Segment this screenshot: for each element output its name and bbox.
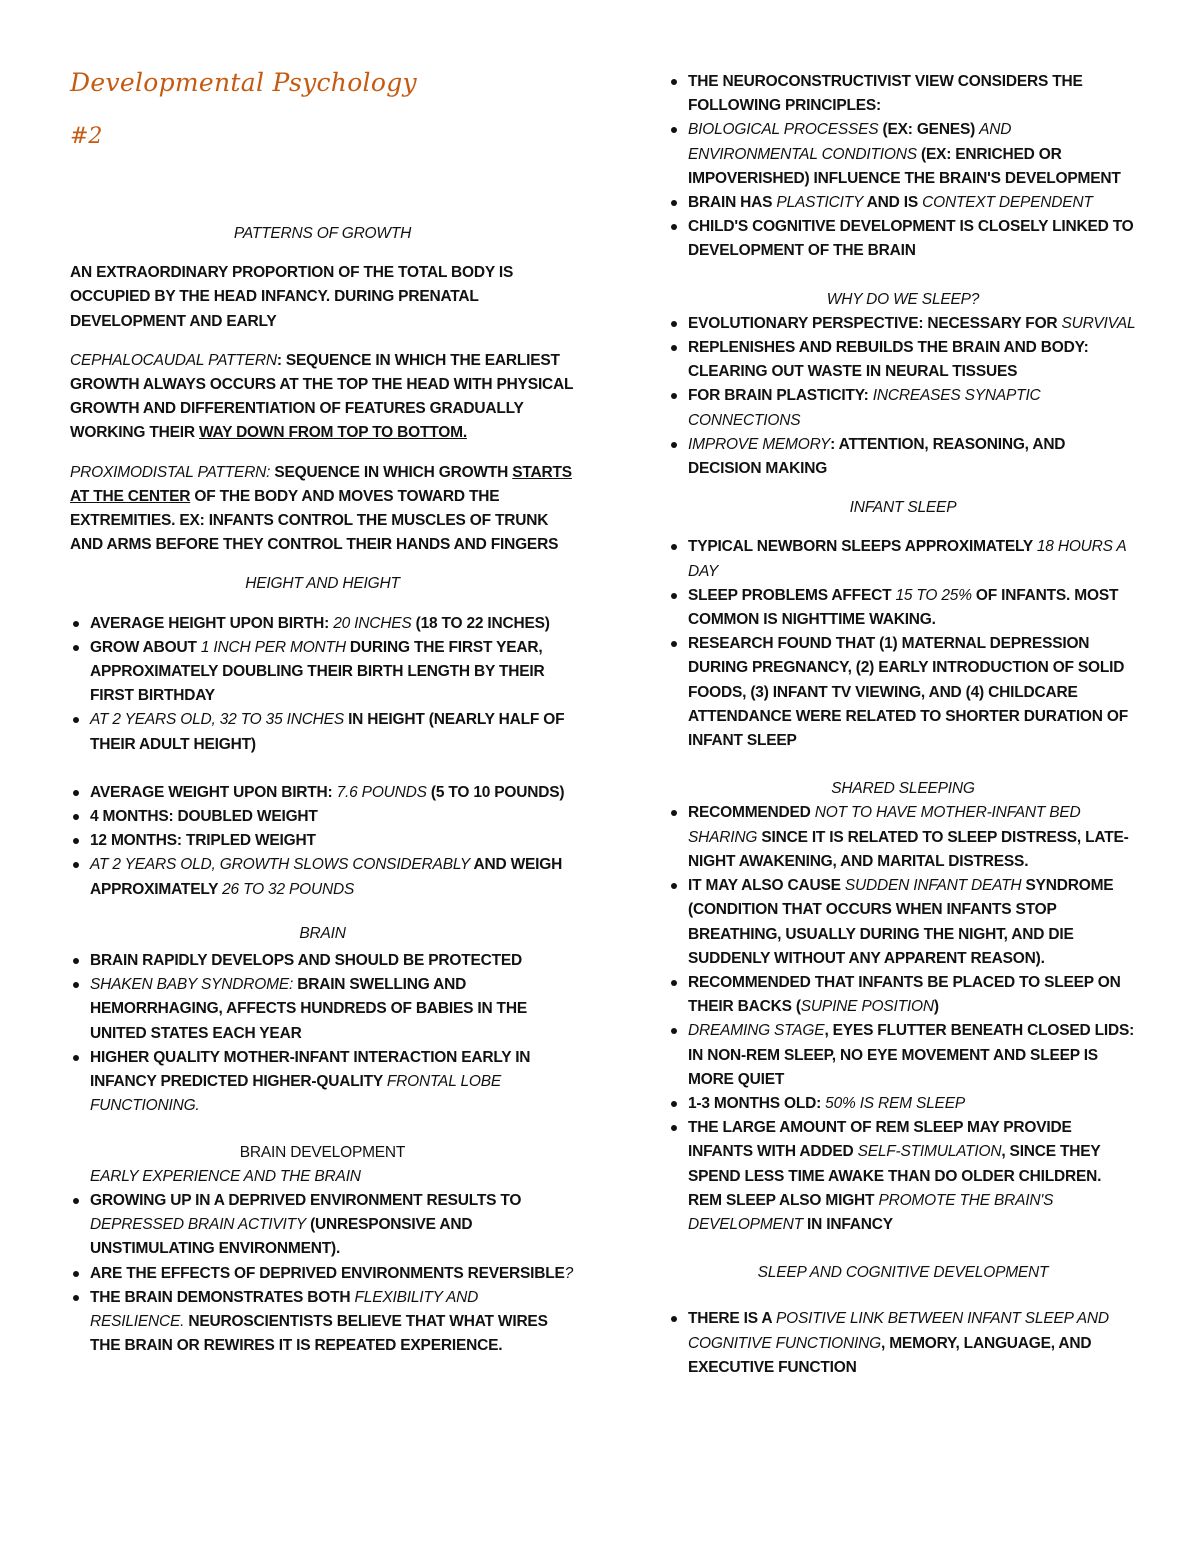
page-title: Developmental Psychology: [70, 68, 417, 97]
list-item: THE LARGE AMOUNT OF REM SLEEP MAY PROVIDE INFANTS WITH ADDED SELF-STIMULATION, SINCE THEY SPEND LESS TIME AWAKE THAN DO OLDER CHILDREN. REM SLEEP ALSO MIGHT PROMOTE THE BRAIN'S DEVELOPMENT IN INFANCY: [668, 1116, 1138, 1237]
list-item: 12 MONTHS: TRIPLED WEIGHT: [70, 829, 575, 853]
list-height: [70, 612, 575, 757]
list-item: SHAKEN BABY SYNDROME: BRAIN SWELLING AND HEMORRHAGING, AFFECTS HUNDREDS OF BABIES IN THE UNITED STATES EACH YEAR: [70, 973, 575, 1046]
list-item: BIOLOGICAL PROCESSES (EX: GENES) AND ENVIRONMENTAL CONDITIONS (EX: ENRICHED OR IMPOVERISHED) INFLUENCE THE BRAIN'S DEVELOPMENT: [668, 118, 1138, 191]
list-item: TYPICAL NEWBORN SLEEPS APPROXIMATELY 18 HOURS A DAY: [668, 535, 1138, 583]
list-item: IT MAY ALSO CAUSE SUDDEN INFANT DEATH SYNDROME (CONDITION THAT OCCURS WHEN INFANTS STOP BREATHING, USUALLY DURING THE NIGHT, AND DIE SUDDENLY WITHOUT ANY APPARENT REASON).: [668, 874, 1138, 971]
list-item: BRAIN RAPIDLY DEVELOPS AND SHOULD BE PROTECTED: [70, 949, 575, 973]
heading-brain: BRAIN: [299, 924, 346, 942]
list-item: SLEEP PROBLEMS AFFECT 15 TO 25% OF INFANTS. MOST COMMON IS NIGHTTIME WAKING.: [668, 584, 1138, 632]
list-item: 4 MONTHS: DOUBLED WEIGHT: [70, 805, 575, 829]
term-proximodistal: PROXIMODISTAL PATTERN:: [70, 463, 271, 481]
paragraph-cephalocaudal: [70, 349, 575, 446]
paragraph-proximodistal: [70, 461, 575, 558]
paragraph-intro: [70, 261, 575, 334]
list-item: GROW ABOUT 1 INCH PER MONTH DURING THE FIRST YEAR, APPROXIMATELY DOUBLING THEIR BIRTH LENGTH BY THEIR FIRST BIRTHDAY: [70, 636, 575, 709]
heading-patterns-of-growth: PATTERNS OF GROWTH: [233, 225, 412, 242]
list-item: RECOMMENDED THAT INFANTS BE PLACED TO SLEEP ON THEIR BACKS (SUPINE POSITION): [668, 971, 1138, 1019]
list-item: AVERAGE HEIGHT UPON BIRTH: 20 INCHES (18 TO 22 INCHES): [70, 612, 575, 636]
list-item: BRAIN HAS PLASTICITY AND IS CONTEXT DEPENDENT: [668, 191, 1138, 215]
heading-shared-sleeping: SHARED SLEEPING: [831, 780, 975, 798]
list-item: ARE THE EFFECTS OF DEPRIVED ENVIRONMENTS REVERSIBLE?: [70, 1262, 575, 1286]
left-column: [70, 222, 575, 1373]
heading-sleep-cognitive-development: SLEEP AND COGNITIVE DEVELOPMENT: [757, 1264, 1049, 1282]
term-cephalocaudal: CEPHALOCAUDAL PATTERN: [70, 351, 277, 369]
right-column: [668, 70, 1138, 1395]
list-item: FOR BRAIN PLASTICITY: INCREASES SYNAPTIC CONNECTIONS: [668, 384, 1138, 432]
list-weight: [70, 781, 575, 902]
list-item: RESEARCH FOUND THAT (1) MATERNAL DEPRESSION DURING PREGNANCY, (2) EARLY INTRODUCTION OF SOLID FOODS, (3) INFANT TV VIEWING, AND (4) CHILDCARE ATTENDANCE WERE RELATED TO SHORTER DURATION OF INFANT SLEEP: [668, 632, 1138, 753]
list-item: AT 2 YEARS OLD, GROWTH SLOWS CONSIDERABLY AND WEIGH APPROXIMATELY 26 TO 32 POUNDS: [70, 853, 575, 901]
list-item: IMPROVE MEMORY: ATTENTION, REASONING, AND DECISION MAKING: [668, 433, 1138, 481]
list-shared-sleeping: [668, 801, 1138, 1237]
text: AN EXTRAORDINARY PROPORTION OF THE TOTAL BODY IS OCCUPIED BY THE HEAD INFANCY. DURING PRENATAL DEVELOPMENT AND EARLY: [70, 264, 514, 330]
text: SEQUENCE IN WHICH GROWTH: [270, 463, 513, 481]
list-item: EVOLUTIONARY PERSPECTIVE: NECESSARY FOR SURVIVAL: [668, 312, 1138, 336]
list-infant-sleep: [668, 535, 1138, 753]
list-item: RECOMMENDED NOT TO HAVE MOTHER-INFANT BED SHARING SINCE IT IS RELATED TO SLEEP DISTRESS, LATE-NIGHT AWAKENING, AND MARITAL DISTRESS.: [668, 801, 1138, 874]
list-item: DREAMING STAGE, EYES FLUTTER BENEATH CLOSED LIDS: IN NON-REM SLEEP, NO EYE MOVEMENT AND SLEEP IS MORE QUIET: [668, 1019, 1138, 1092]
underlined-text: WAY DOWN FROM TOP TO BOTTOM.: [198, 424, 467, 442]
list-item: CHILD'S COGNITIVE DEVELOPMENT IS CLOSELY LINKED TO DEVELOPMENT OF THE BRAIN: [668, 215, 1138, 263]
heading-infant-sleep: INFANT SLEEP: [849, 499, 957, 517]
list-item: THE BRAIN DEMONSTRATES BOTH FLEXIBILITY AND RESILIENCE. NEUROSCIENTISTS BELIEVE THAT WHAT WIRES THE BRAIN OR REWIRES IT IS REPEATED EXPERIENCE.: [70, 1286, 575, 1359]
list-brain: [70, 949, 575, 1118]
text: OF THE BODY AND MOVES TOWARD THE EXTREMITIES. EX: INFANTS CONTROL THE MUSCLES OF TRUNK AND ARMS BEFORE THEY CONTROL THEIR HANDS AND FINGERS: [70, 487, 559, 554]
heading-brain-development: BRAIN DEVELOPMENT: [239, 1143, 406, 1161]
subheading-early-experience: EARLY EXPERIENCE AND THE BRAIN: [90, 1167, 361, 1185]
list-item: 1-3 MONTHS OLD: 50% IS REM SLEEP: [668, 1092, 1138, 1116]
list-item: GROWING UP IN A DEPRIVED ENVIRONMENT RESULTS TO DEPRESSED BRAIN ACTIVITY (UNRESPONSIVE AND UNSTIMULATING ENVIRONMENT).: [70, 1189, 575, 1262]
list-why-sleep: [668, 312, 1138, 481]
list-item: REPLENISHES AND REBUILDS THE BRAIN AND BODY: CLEARING OUT WASTE IN NEURAL TISSUES: [668, 336, 1138, 384]
text: : SEQUENCE IN WHICH THE EARLIEST GROWTH ALWAYS OCCURS AT THE TOP THE HEAD WITH PHYSICAL GROWTH AND DIFFERENTIATION OF FEATURES GRADUALLY WORKING THEIR: [70, 351, 574, 442]
list-neuroconstructivist: [668, 70, 1138, 264]
list-item: THE NEUROCONSTRUCTIVIST VIEW CONSIDERS THE FOLLOWING PRINCIPLES:: [668, 70, 1138, 118]
list-sleep-cognitive: [668, 1307, 1138, 1380]
list-item: HIGHER QUALITY MOTHER-INFANT INTERACTION EARLY IN INFANCY PREDICTED HIGHER-QUALITY FRONTAL LOBE FUNCTIONING.: [70, 1046, 575, 1119]
list-brain-development: [70, 1189, 575, 1358]
heading-why-do-we-sleep: WHY DO WE SLEEP?: [826, 290, 980, 308]
list-item: AVERAGE WEIGHT UPON BIRTH: 7.6 POUNDS (5 TO 10 POUNDS): [70, 781, 575, 805]
heading-height: HEIGHT AND HEIGHT: [245, 575, 400, 593]
list-item: THERE IS A POSITIVE LINK BETWEEN INFANT SLEEP AND COGNITIVE FUNCTIONING, MEMORY, LANGUAGE, AND EXECUTIVE FUNCTION: [668, 1307, 1138, 1380]
page-number: #2: [70, 124, 103, 149]
list-item: AT 2 YEARS OLD, 32 TO 35 INCHES IN HEIGHT (NEARLY HALF OF THEIR ADULT HEIGHT): [70, 708, 575, 756]
underlined-text: STARTS AT THE CENTER: [70, 463, 572, 505]
